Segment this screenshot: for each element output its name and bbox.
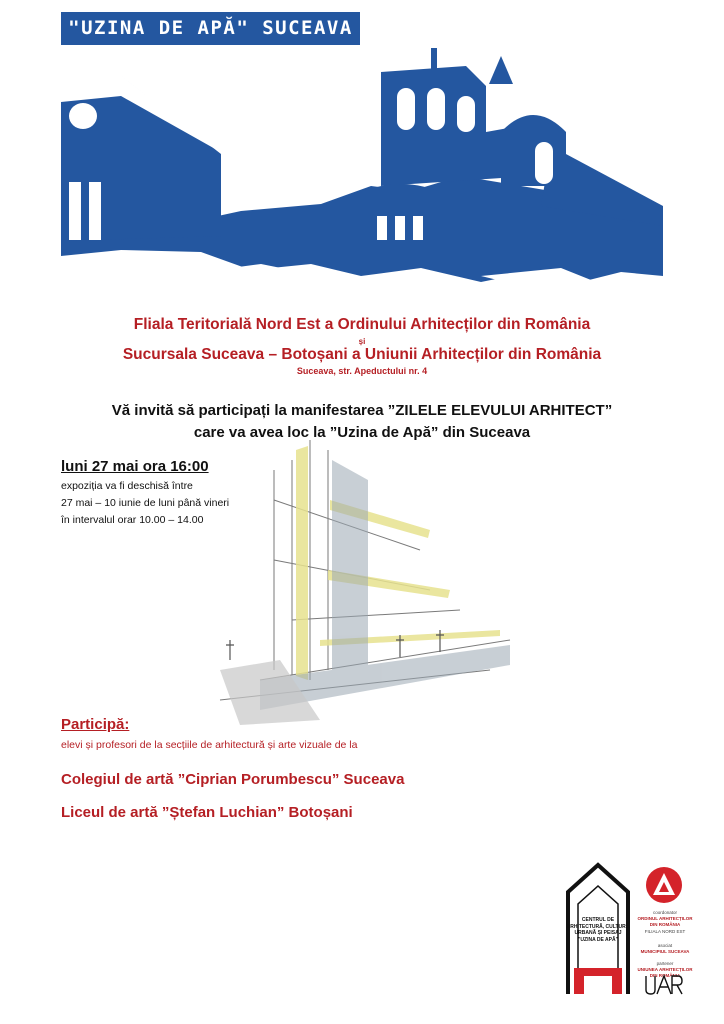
sponsor-role-partner: partener bbox=[656, 961, 674, 966]
oar-logo-icon bbox=[645, 866, 683, 904]
centre-logo-text: CENTRUL DE ARHITECTURĂ, CULTURĂ URBANĂ ȘI PEISAJ "UZINA DE APĂ" bbox=[566, 917, 630, 943]
sponsor-uar: UNIUNEA ARHITECȚILOR DIN ROMÂNIA bbox=[637, 967, 693, 978]
exhibition-info-2: 27 mai – 10 iunie de luni până vineri bbox=[61, 497, 230, 509]
address: Suceava, str. Apeductului nr. 4 bbox=[296, 366, 428, 376]
banner-title: "UZINA DE APĂ" SUCEAVA bbox=[61, 12, 360, 45]
architecture-sketch bbox=[200, 440, 520, 725]
sponsor-oar: ORDINUL ARHITECȚILOR DIN ROMÂNIA bbox=[637, 916, 693, 927]
school-2: Liceul de artă ”Ștefan Luchian” Botoșani bbox=[61, 804, 353, 821]
participants-description: elevi și profesori de la secțiile de arhitectură și arte vizuale de la bbox=[61, 739, 358, 751]
sponsor-oar-branch: FILIALA NORD EST bbox=[644, 929, 686, 934]
school-1: Colegiul de artă ”Ciprian Porumbescu” Suceava bbox=[61, 771, 405, 788]
invitation-line-1: Vă invită să participați la manifestarea ”ZILELE ELEVULUI ARHITECT” bbox=[111, 402, 613, 419]
event-date: luni 27 mai ora 16:00 bbox=[61, 458, 209, 475]
organizer-line-1: Fliala Teritorială Nord Est a Ordinului Arhitecților din România bbox=[133, 316, 591, 333]
uar-logo-icon bbox=[643, 974, 683, 996]
hero-illustration bbox=[61, 36, 663, 296]
conjunction: și bbox=[358, 337, 366, 346]
sponsor-municipality: MUNICIPIUL SUCEAVA bbox=[640, 949, 690, 954]
organizer-line-2: Sucursala Suceava – Botoșani a Uniunii Arhitecților din România bbox=[122, 346, 602, 363]
sponsor-role-associate: asociat bbox=[657, 943, 673, 948]
participants-title: Participă: bbox=[61, 716, 130, 733]
sponsor-role-coordinator: coordonator bbox=[652, 910, 678, 915]
invitation-line-2: care va avea loc la ”Uzina de Apă” din Suceava bbox=[193, 424, 531, 441]
exhibition-info-1: expoziția va fi deschisă între bbox=[61, 480, 193, 492]
exhibition-info-3: în intervalul orar 10.00 – 14.00 bbox=[61, 514, 204, 526]
